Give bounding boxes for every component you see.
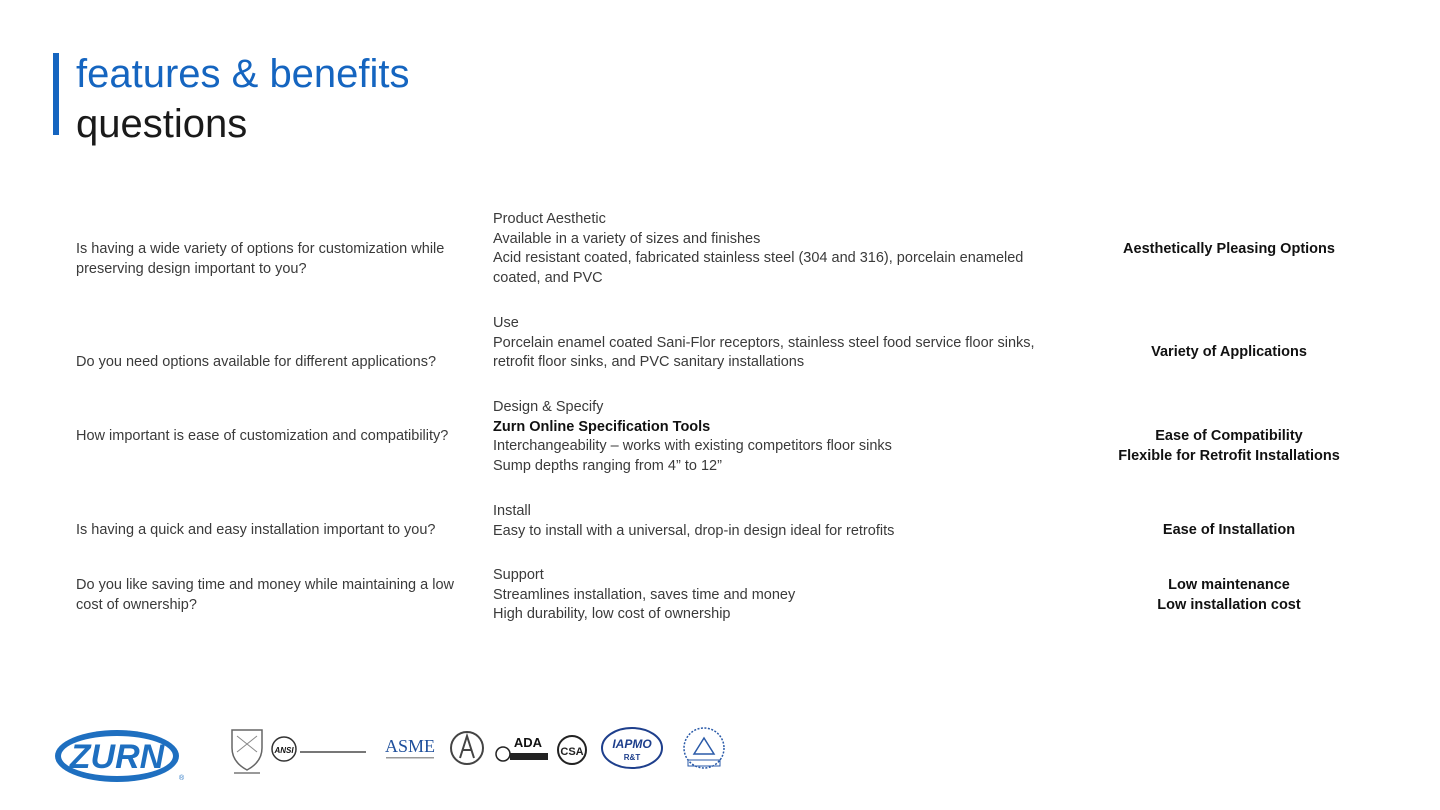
- detail-line: Sump depths ranging from 4” to 12”: [493, 457, 722, 474]
- zurn-logo: [55, 728, 185, 784]
- title-line-2: questions: [76, 102, 248, 146]
- detail-line: Available in a variety of sizes and finishes: [493, 230, 761, 247]
- detail-line: Easy to install with a universal, drop-in design ideal for retrofits: [493, 522, 895, 539]
- detail-heading: Product Aesthetic: [493, 211, 606, 227]
- seal-certification-icon: [676, 724, 732, 774]
- title-accent-bar: [53, 53, 59, 135]
- detail-line: Interchangeability – works with existing competitors floor sinks: [493, 438, 892, 454]
- iapmo-logo: [600, 726, 664, 770]
- details-block: [493, 398, 1063, 476]
- benefit-block: [1088, 521, 1370, 541]
- asme-wordmark: ASME: [384, 736, 436, 756]
- benefit-line: Ease of Compatibility: [1155, 428, 1303, 444]
- details-block: [493, 566, 1063, 625]
- astm-logo-icon: [448, 726, 486, 772]
- detail-line: Porcelain enamel coated Sani-Flor receptors, stainless steel food service floor sinks, retrofit floor sinks, and PVC sanitary installations: [493, 334, 1035, 370]
- benefit-line: Variety of Applications: [1151, 344, 1307, 360]
- svg-text:®: ®: [179, 775, 185, 782]
- details-block: [493, 314, 1063, 373]
- detail-line: Acid resistant coated, fabricated stainless steel (304 and 316), porcelain enameled coated, and PVC: [493, 250, 1024, 286]
- iapmo-wordmark: IAPMO: [612, 737, 652, 751]
- iapmo-subtext: R&T: [623, 753, 641, 762]
- benefit-line: Low installation cost: [1157, 596, 1301, 613]
- details-block: [493, 210, 1063, 288]
- question-text: Is having a wide variety of options for customization while preserving design important to you?: [76, 241, 445, 277]
- detail-heading: Install: [493, 503, 531, 519]
- ada-logo: [494, 732, 550, 766]
- zurn-wordmark: ZURN: [69, 738, 165, 776]
- ansi-wordmark: ANSI: [274, 746, 294, 755]
- question-text: Is having a quick and easy installation important to you?: [76, 522, 436, 538]
- ansi-logo: [270, 734, 370, 764]
- title-line-1: features & benefits: [76, 52, 410, 96]
- detail-line: Streamlines installation, saves time and money: [493, 586, 796, 603]
- detail-link-text: Zurn Online Specification Tools: [493, 418, 711, 435]
- page-title: [76, 49, 410, 149]
- shield-certification-icon: [228, 726, 266, 776]
- benefit-block: [1088, 427, 1370, 466]
- ada-wordmark: ADA: [513, 735, 543, 750]
- certification-logos: [0, 720, 1440, 790]
- benefit-block: [1088, 240, 1370, 260]
- detail-line: High durability, low cost of ownership: [493, 606, 731, 622]
- benefit-line: Ease of Installation: [1162, 522, 1296, 538]
- benefit-line: Aesthetically Pleasing Options: [1123, 241, 1335, 257]
- detail-heading: Support: [493, 567, 544, 583]
- benefit-line: Low maintenance: [1168, 577, 1290, 593]
- question-text: Do you need options available for different applications?: [76, 354, 437, 370]
- csa-wordmark: CSA: [560, 746, 584, 758]
- benefit-line: Flexible for Retrofit Installations: [1118, 447, 1340, 464]
- asme-logo: [382, 730, 438, 766]
- details-block: [493, 502, 1063, 541]
- detail-heading: Design & Specify: [493, 399, 604, 415]
- benefit-block: [1088, 576, 1370, 615]
- benefit-block: [1088, 343, 1370, 363]
- detail-heading: Use: [493, 315, 519, 331]
- question-text: Do you like saving time and money while maintaining a low cost of ownership?: [76, 577, 454, 613]
- question-text: How important is ease of customization and compatibility?: [76, 428, 449, 444]
- csa-logo: [556, 732, 588, 768]
